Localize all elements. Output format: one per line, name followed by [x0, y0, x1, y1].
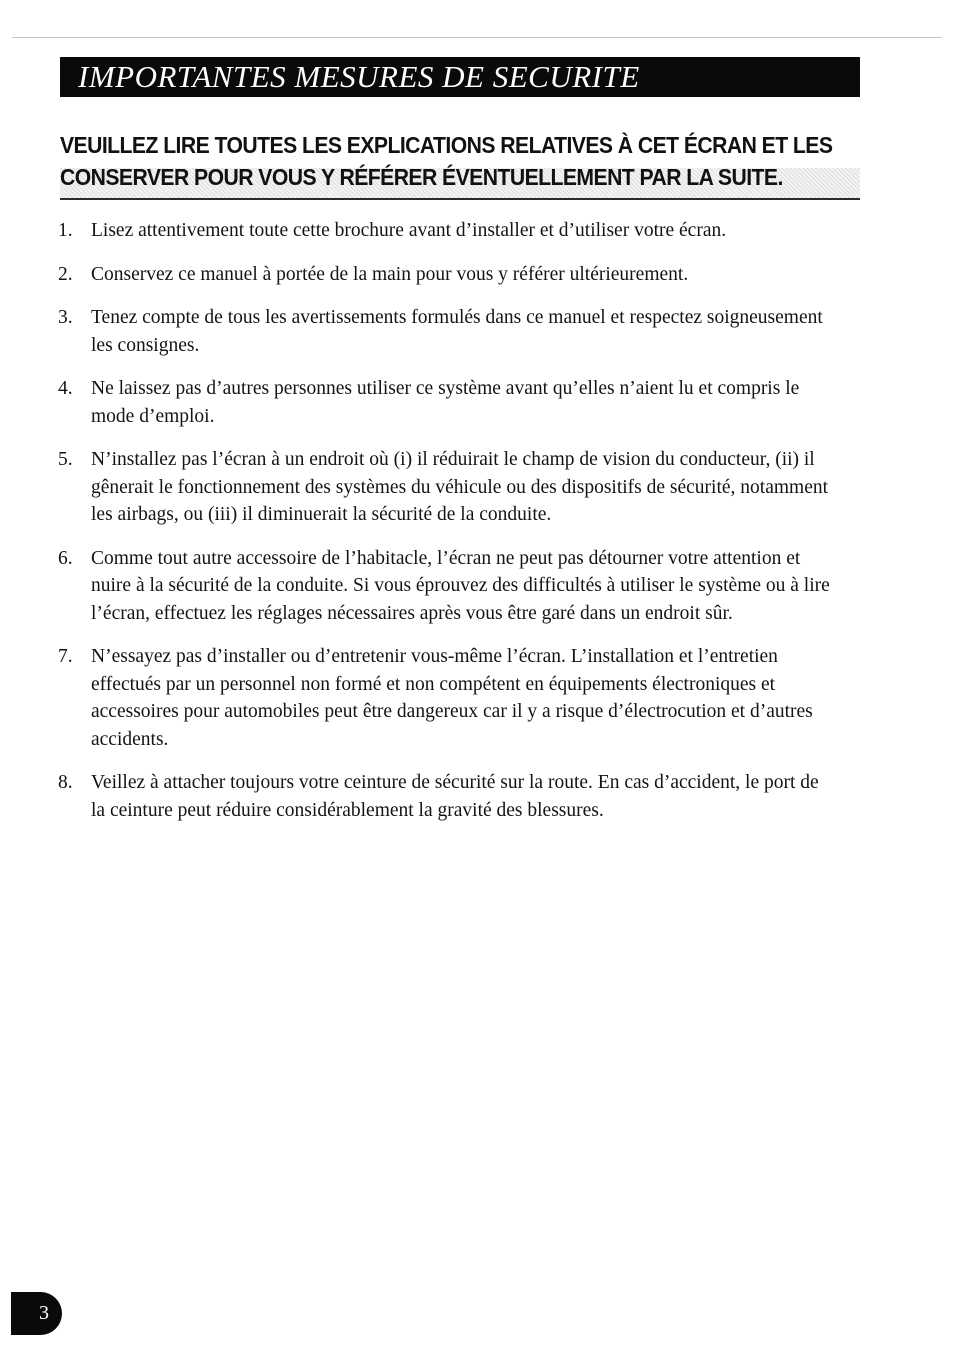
item-number: 7.	[58, 646, 73, 667]
section-title-banner	[60, 57, 860, 97]
list-item	[0, 261, 831, 289]
list-item	[0, 217, 831, 245]
item-text: Comme tout autre accessoire de l’habitacle, l’écran ne peut pas détourner votre attention et nuire à la sécurité de la conduite. Si vous éprouvez des difficultés à utiliser le système ou à lire l’écran, effectuez les réglages nécessaires après vous être garé dans un endroit sûr.	[91, 547, 830, 624]
item-text: N’installez pas l’écran à un endroit où (i) il réduirait le champ de vision du conducteur, (ii) il gênerait le fonctionnement des systèmes du véhicule ou des dispositifs de sécurité, notamment les airbags, ou (iii) il diminuerait la sécurité de la conduite.	[91, 449, 829, 525]
item-text: Ne laissez pas d’autres personnes utiliser ce système avant qu’elles n’aient lu et compris le mode d’emploi.	[91, 378, 800, 427]
item-number: 2.	[58, 263, 73, 285]
subheading-line-2: CONSERVER POUR VOUS Y RÉFÉRER ÉVENTUELLEMENT PAR LA SUITE.	[60, 164, 783, 190]
page-number: 3	[39, 1302, 49, 1324]
list-item	[0, 769, 831, 824]
list-item	[0, 375, 831, 430]
item-number: 6.	[58, 547, 73, 569]
item-text: N’essayez pas d’installer ou d’entretenir vous-même l’écran. L’installation et l’entretien effectués par un personnel non formé et non compétent en équipements électroniques et accessoires pour automobiles peut être dangereux car il y a risque d’électrocution et d’autres accidents.	[91, 646, 813, 750]
list-item	[0, 304, 831, 359]
item-text: Tenez compte de tous les avertissements formulés dans ce manuel et respectez soigneusement les consignes.	[91, 307, 823, 356]
item-text: Lisez attentivement toute cette brochure avant d’installer et d’utiliser votre écran.	[91, 220, 727, 241]
item-text: Conservez ce manuel à portée de la main pour vous y référer ultérieurement.	[91, 263, 689, 285]
item-number: 8.	[58, 772, 73, 793]
page-number-tab	[11, 1292, 62, 1335]
subheading	[60, 129, 833, 193]
item-number: 1.	[58, 220, 73, 241]
item-text: Veillez à attacher toujours votre ceinture de sécurité sur la route. En cas d’accident, le port de la ceinture peut réduire considérablement la gravité des blessures.	[91, 772, 819, 821]
list-item	[0, 446, 831, 529]
top-divider	[12, 37, 942, 38]
subheading-line-1: VEUILLEZ LIRE TOUTES LES EXPLICATIONS RELATIVES À CET ÉCRAN ET LES	[60, 132, 833, 158]
item-number: 3.	[58, 307, 73, 328]
item-number: 5.	[58, 449, 73, 470]
list-item	[0, 545, 831, 628]
page-title: IMPORTANTES MESURES DE SECURITE	[78, 59, 640, 94]
safety-instructions-list	[0, 217, 954, 840]
list-item	[0, 643, 831, 753]
item-number: 4.	[58, 378, 73, 399]
